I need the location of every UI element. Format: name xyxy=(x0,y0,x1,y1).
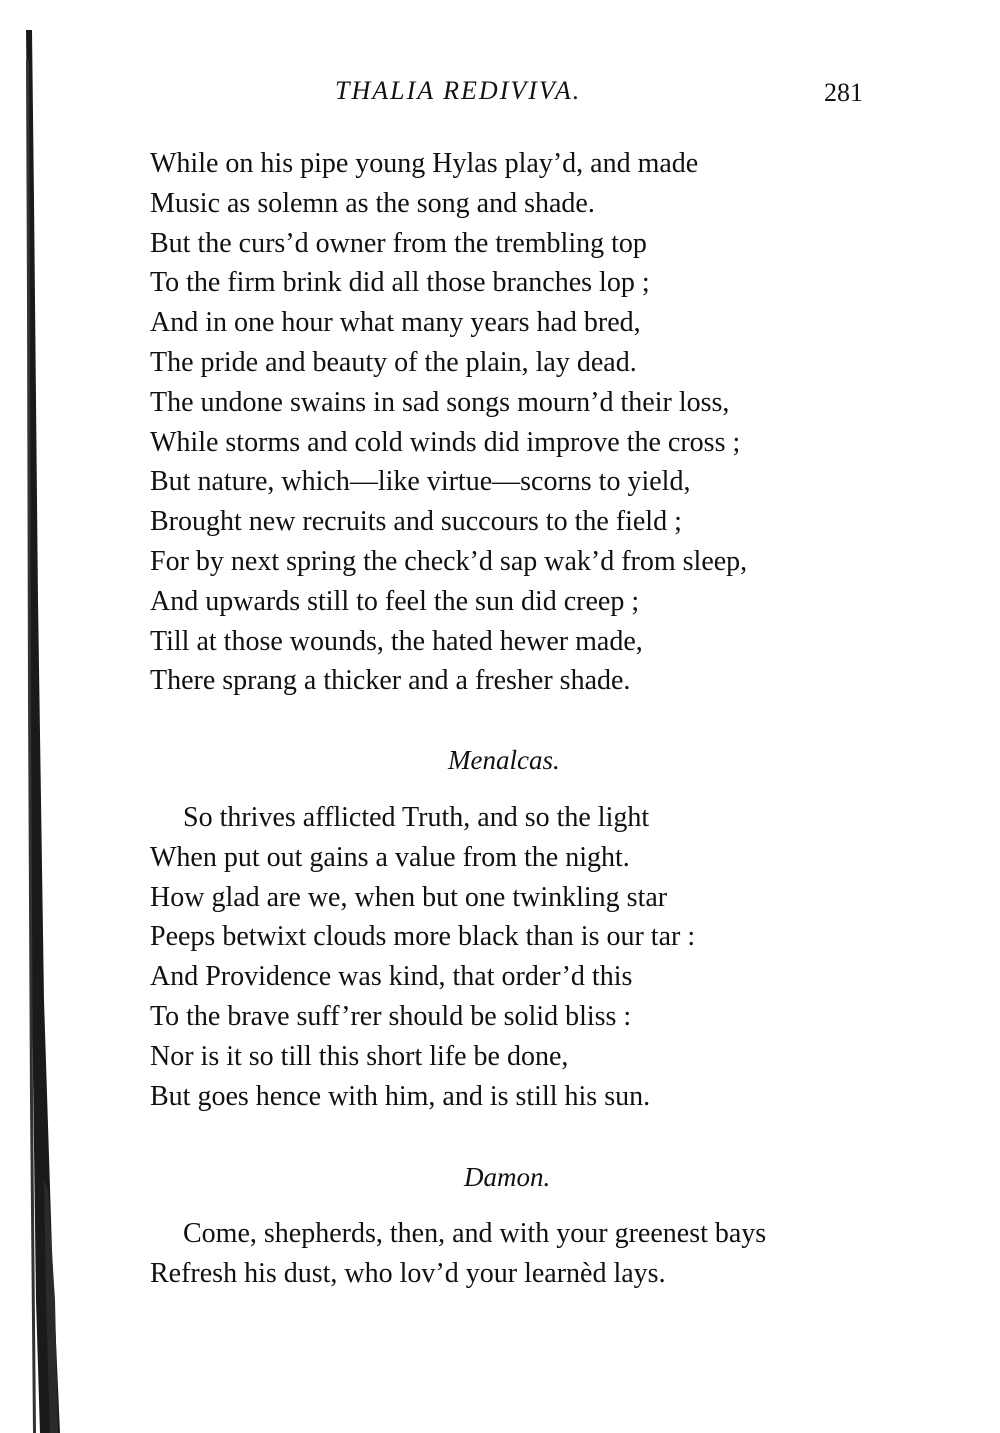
verse-line: And in one hour what many years had bred, xyxy=(150,307,641,339)
page-number: 281 xyxy=(824,78,863,107)
verse-line: The undone swains in sad songs mourn’d their loss, xyxy=(150,386,730,418)
verse-line: Come, shepherds, then, and with your greenest bays xyxy=(183,1218,767,1249)
speaker-heading-damon: Damon. xyxy=(464,1162,551,1192)
verse-line: Music as solemn as the song and shade. xyxy=(150,187,595,219)
verse-line: There sprang a thicker and a fresher shade. xyxy=(150,665,631,697)
speaker-heading-menalcas: Menalcas. xyxy=(448,745,560,775)
stanza-menalcas xyxy=(150,798,695,1116)
verse-line: How glad are we, when but one twinkling star xyxy=(150,881,668,913)
stanza-damon xyxy=(150,1214,766,1294)
verse-line: But the curs’d owner from the trembling top xyxy=(150,227,647,259)
verse-line: And Providence was kind, that order’d this xyxy=(150,961,633,993)
verse-line: To the firm brink did all those branches lop ; xyxy=(150,267,650,299)
verse-line: While on his pipe young Hylas play’d, and made xyxy=(150,148,699,179)
verse-line: While storms and cold winds did improve the cross ; xyxy=(150,426,741,458)
verse-line: Nor is it so till this short life be done, xyxy=(150,1040,569,1072)
verse-line: But goes hence with him, and is still his sun. xyxy=(150,1080,651,1112)
verse-line: The pride and beauty of the plain, lay dead. xyxy=(150,346,637,378)
verse-line: So thrives afflicted Truth, and so the light xyxy=(183,802,650,833)
verse-line: Brought new recruits and succours to the field ; xyxy=(150,506,682,538)
verse-line: Peeps betwixt clouds more black than is our tar : xyxy=(150,921,696,953)
verse-line: Refresh his dust, who lov’d your learnèd lays. xyxy=(150,1257,666,1289)
stanza-hylas xyxy=(150,144,747,701)
verse-line: For by next spring the check’d sap wak’d from sleep, xyxy=(150,545,748,577)
running-title: THALIA REDIVIVA. xyxy=(335,76,582,105)
verse-line: And upwards still to feel the sun did creep ; xyxy=(150,585,640,617)
verse-line: Till at those wounds, the hated hewer made, xyxy=(150,625,643,657)
verse-line: But nature, which—like virtue—scorns to yield, xyxy=(150,466,691,498)
verse-line: To the brave suff’rer should be solid bliss : xyxy=(150,1000,632,1032)
verse-line: When put out gains a value from the night. xyxy=(150,841,630,873)
